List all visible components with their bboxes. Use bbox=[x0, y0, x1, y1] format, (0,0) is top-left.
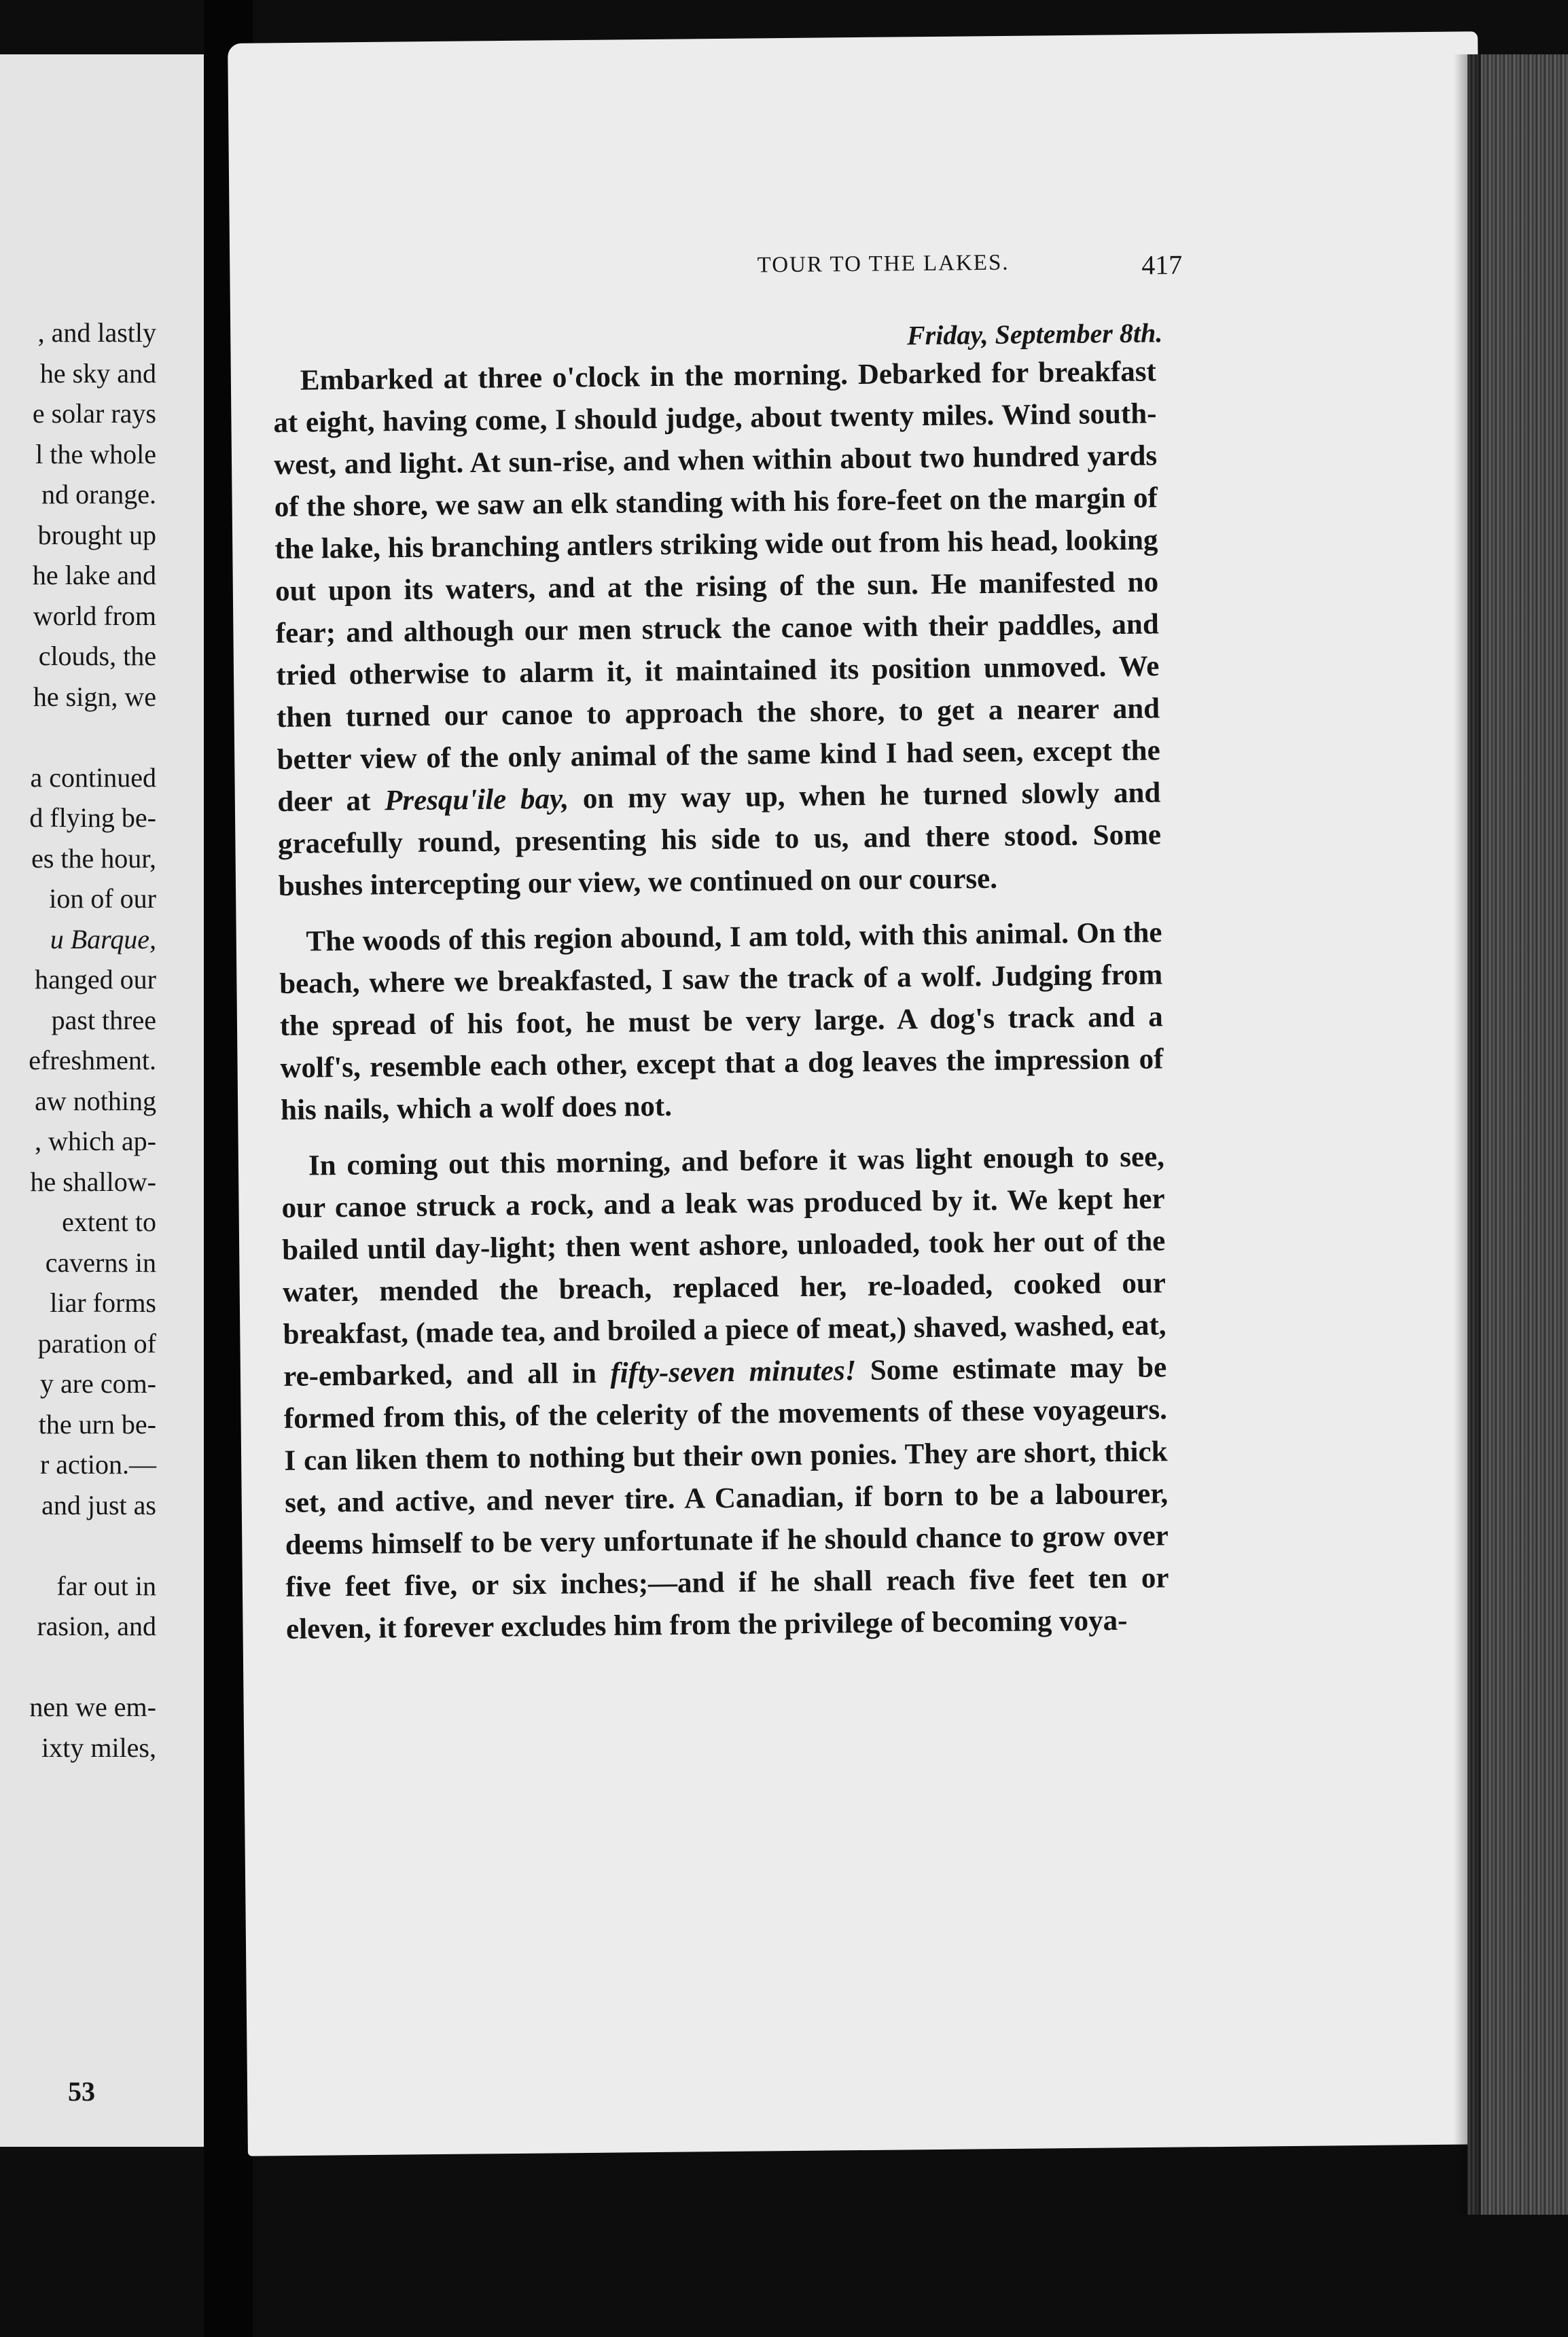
left-page-line: rasion, and bbox=[37, 1611, 156, 1641]
left-page-line: y are com- bbox=[39, 1368, 156, 1399]
text-run: Some estimate may be formed from this, of the celerity of the movements of these voyageurs. I can liken them to nothing but their own ponies. They are short, thick set, and active, and never tire. A Canadian, if born to be a labourer, deems himself to be very unfortunate if he should chance to grow over five feet five, or six inches;—and if he shall reach five feet ten or eleven, it forever excludes him from the privilege of becoming voya- bbox=[283, 1351, 1169, 1645]
left-page-line: , and lastly bbox=[37, 317, 156, 348]
left-page-line: efreshment. bbox=[29, 1045, 156, 1075]
left-page-line: nd orange. bbox=[41, 479, 156, 510]
body-text bbox=[273, 351, 1170, 1664]
italic-phrase: Presqu'ile bay, bbox=[384, 783, 569, 817]
text-run: The woods of this region abound, I am told, with this animal. On the beach, where we breakfasted, I saw the track of a wolf. Judging from the spread of his foot, he must be very large. A dog's track and a wolf's, resemble each other, except that a dog leaves the impression of his nails, which a wolf does not. bbox=[279, 916, 1164, 1126]
left-page-line: liar forms bbox=[50, 1287, 156, 1318]
text-run: Embarked at three o'clock in the morning. Debarked for breakfast at eight, having come, I should judge, about twenty miles. Wind south-west, and light. At sun-rise, and when within about two hundred yards of the shore, we saw an elk standing with his fore-feet on the margin of the lake, his branching antlers striking wide out from his head, looking out upon its waters, and at the rising of the sun. He manifested no fear; and although our men struck the canoe with their paddles, and tried otherwise to alarm it, it maintained its position unmoved. We then turned our canoe to approach the shore, to get a nearer and better view of the only animal of the same kind I had seen, except the deer at bbox=[273, 355, 1160, 818]
dateline: Friday, September 8th. bbox=[906, 317, 1163, 351]
left-page-line: r action.— bbox=[39, 1449, 156, 1480]
left-page-line: e solar rays bbox=[32, 398, 156, 429]
page-edges-shadow bbox=[1454, 54, 1481, 2215]
left-page-line: past three bbox=[51, 1004, 156, 1035]
left-page-line: nen we em- bbox=[29, 1692, 156, 1722]
left-page-line: he sky and bbox=[39, 357, 156, 389]
left-page-line: he sign, we bbox=[33, 681, 156, 712]
left-page-line: brought up bbox=[37, 519, 156, 550]
left-page-line: aw nothing bbox=[35, 1085, 156, 1116]
left-page-line: far out in bbox=[56, 1570, 156, 1601]
running-head: TOUR TO THE LAKES. bbox=[757, 250, 1010, 278]
left-page-line: the urn be- bbox=[38, 1408, 156, 1440]
signature-mark: 53 bbox=[68, 2076, 95, 2107]
left-page-line: he lake and bbox=[32, 560, 156, 590]
left-page-line: , which ap- bbox=[35, 1126, 156, 1156]
left-page-line: world from bbox=[33, 600, 156, 631]
text-run: In coming out this morning, and before it was light enough to see, our canoe struck a rock, and a leak was produced by it. We kept her bailed until day-light; then went ashore, unloaded, took her out of the water, mended the breach, replaced her, re-loaded, cooked our breakfast, (made tea, and broiled a piece of meat,) shaved, washed, eat, re-embarked, and all in bbox=[281, 1141, 1166, 1393]
left-page-line: paration of bbox=[37, 1327, 156, 1359]
left-page-line: d flying be- bbox=[29, 802, 156, 833]
paragraph bbox=[281, 1136, 1170, 1651]
left-page-line: a continued bbox=[30, 762, 156, 793]
left-page-line: ion of our bbox=[49, 883, 156, 914]
paragraph bbox=[273, 351, 1162, 908]
left-page-line: l the whole bbox=[35, 438, 156, 469]
left-page-line: clouds, the bbox=[38, 641, 156, 671]
left-page-line: he shallow- bbox=[30, 1166, 156, 1197]
previous-page-fragment bbox=[0, 54, 204, 2147]
page-edges bbox=[1467, 54, 1568, 2215]
left-page-line: hanged our bbox=[35, 964, 156, 995]
text-run: on my way up, when he turned slowly and gracefully round, presenting his side to us, and there stood. Some bushes intercepting our view, we continued on our course. bbox=[277, 777, 1162, 902]
left-page-line: es the hour, bbox=[31, 842, 156, 874]
page-number: 417 bbox=[1141, 249, 1183, 281]
italic-phrase: fifty-seven minutes! bbox=[610, 1355, 857, 1389]
paragraph bbox=[279, 912, 1164, 1132]
left-page-line: extent to bbox=[62, 1207, 156, 1237]
left-page-line: caverns in bbox=[45, 1247, 156, 1278]
left-page-line: u Barque, bbox=[50, 923, 156, 955]
left-page-line: and just as bbox=[41, 1489, 156, 1520]
left-page-line: ixty miles, bbox=[41, 1732, 156, 1763]
